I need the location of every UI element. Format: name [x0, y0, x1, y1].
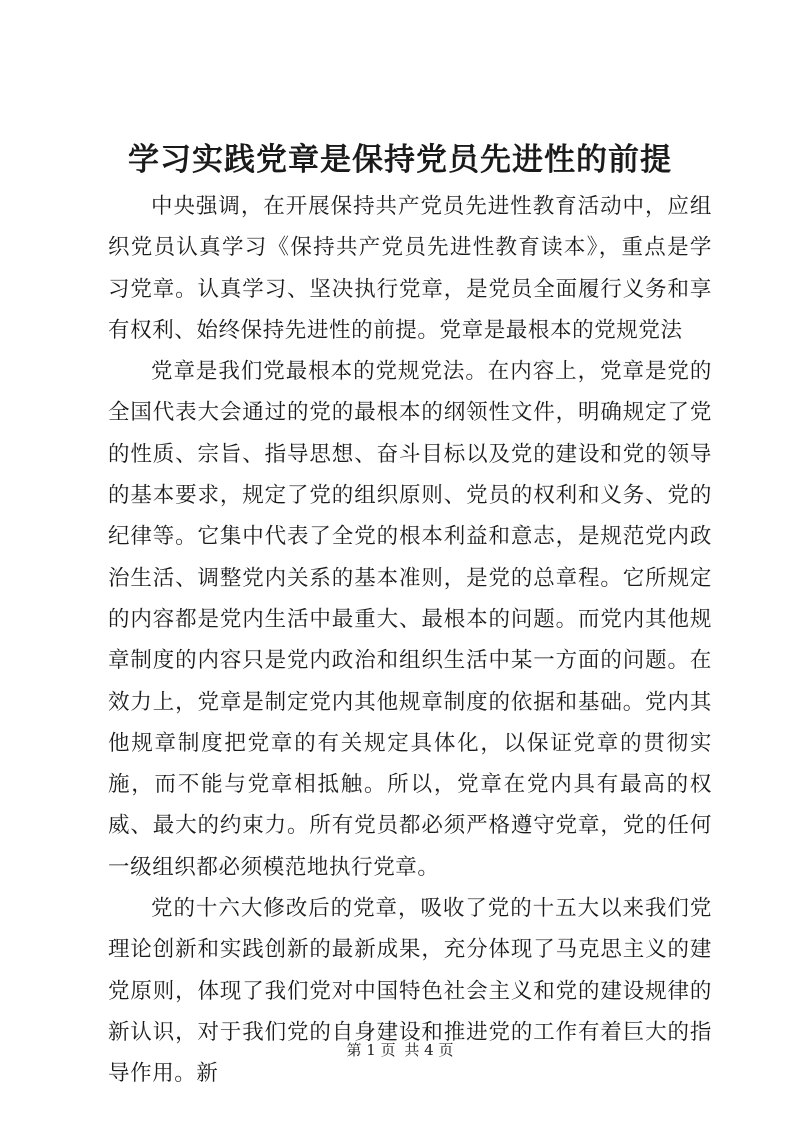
page-footer	[0, 1040, 800, 1060]
page-total: 共 4 页	[404, 1041, 454, 1059]
document-title: 学习实践党章是保持党员先进性的前提	[128, 142, 672, 178]
paragraph-3: 党的十六大修改后的党章，吸收了党的十五大以来我们党理论创新和实践创新的最新成果，充分体现了马克思主义的建党原则，体现了我们党对中国特色社会主义和党的建设规律的新认识，对于我们党的自身建设和推进党的工作有着巨大的指导作用。新	[108, 896, 712, 1087]
page-number: 第 1 页	[346, 1041, 396, 1059]
paragraph-2: 党章是我们党最根本的党规党法。在内容上，党章是党的全国代表大会通过的党的最根本的纲领性文件，明确规定了党的性质、宗旨、指导思想、奋斗目标以及党的建设和党的领导的基本要求，规定了党的组织原则、党员的权利和义务、党的纪律等。它集中代表了全党的根本利益和意志，是规范党内政治生活、调整党内关系的基本准则，是党的总章程。它所规定的内容都是党内生活中最重大、最根本的问题。而党内其他规章制度的内容只是党内政治和组织生活中某一方面的问题。在效力上，党章是制定党内其他规章制度的依据和基础。党内其他规章制度把党章的有关规定具体化，以保证党章的贯彻实施，而不能与党章相抵触。所以，党章在党内具有最高的权威、最大的约束力。所有党员都必须严格遵守党章，党的任何一级组织都必须模范地执行党章。	[108, 359, 712, 880]
document-body	[108, 186, 712, 1095]
paragraph-1: 中央强调，在开展保持共产党员先进性教育活动中，应组织党员认真学习《保持共产党员先进性教育读本》，重点是学习党章。认真学习、坚决执行党章，是党员全面履行义务和享有权利、始终保持先进性的前提。党章是最根本的党规党法	[108, 194, 712, 343]
